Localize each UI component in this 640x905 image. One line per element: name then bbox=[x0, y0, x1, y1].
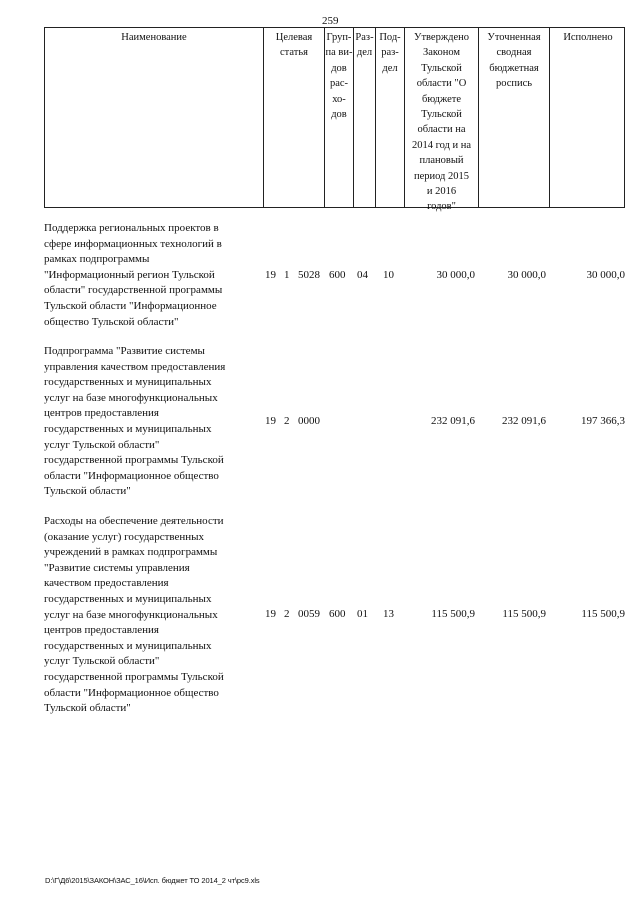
row-executed: 115 500,9 bbox=[581, 608, 625, 620]
row-section: 01 bbox=[357, 608, 368, 620]
row-code1: 19 bbox=[265, 608, 276, 620]
row-name: Расходы на обеспечение деятельности (оказание услуг) государственных учреждений в рамках подпрограммы "Развитие системы управления качеством предоставления государственных и муниципальных услуг на базе многофункциональных центров предоставления государственных и муниципальных услуг Тульской области" государственной программы Тульской области "Информационное общество Тульской области" bbox=[44, 515, 224, 715]
row-code2: 2 bbox=[284, 608, 290, 620]
row-executed: 197 366,3 bbox=[581, 415, 625, 427]
row-code2: 1 bbox=[284, 269, 290, 281]
header-subsection: Под- раз- дел bbox=[379, 32, 401, 74]
header-subsection-col bbox=[375, 28, 404, 207]
row-code2: 2 bbox=[284, 415, 290, 427]
header-approved: Утверждено Законом Тульской области "О бюджете Тульской области на 2014 год и на плановый период 2015 и 2016 годов" bbox=[411, 32, 472, 213]
header-section-col bbox=[353, 28, 375, 207]
row-code1: 19 bbox=[265, 415, 276, 427]
header-name-col bbox=[45, 28, 263, 207]
table-header bbox=[44, 27, 625, 213]
header-expense-group-col bbox=[324, 28, 353, 207]
row-subsection: 10 bbox=[383, 269, 394, 281]
header-expense-group: Груп- па ви- дов рас- хо- дов bbox=[325, 32, 353, 121]
header-target-article: Целевая статья bbox=[275, 32, 313, 59]
header-target-article-col bbox=[263, 28, 324, 207]
row-expense-group: 600 bbox=[329, 608, 346, 620]
row-section: 04 bbox=[357, 269, 368, 281]
row-expense-group: 600 bbox=[329, 269, 346, 281]
row-subsection: 13 bbox=[383, 608, 394, 620]
row-code3: 0059 bbox=[298, 608, 320, 620]
row-approved: 30 000,0 bbox=[436, 269, 475, 281]
row-code1: 19 bbox=[265, 269, 276, 281]
row-executed: 30 000,0 bbox=[586, 269, 625, 281]
header-executed: Исполнено bbox=[563, 32, 613, 43]
header-section: Раз- дел bbox=[355, 32, 374, 59]
row-approved: 115 500,9 bbox=[431, 608, 475, 620]
header-executed-col bbox=[549, 28, 626, 207]
row-name: Подпрограмма "Развитие системы управления качеством предоставления государственных и муниципальных услуг на базе многофункциональных центров предоставления государственных и муниципальных услуг Тульской области" государственной программы Тульской области "Информационное общество Тульской области" bbox=[44, 345, 226, 498]
row-refined: 115 500,9 bbox=[502, 608, 546, 620]
row-code3: 5028 bbox=[298, 269, 320, 281]
row-approved: 232 091,6 bbox=[431, 415, 475, 427]
row-name: Поддержка региональных проектов в сфере информационных технологий в рамках подпрограммы "Информационный регион Тульской области" государственной программы Тульской области "Информационное общество Тульской области" bbox=[44, 222, 223, 328]
header-name: Наименование bbox=[121, 32, 187, 43]
page-number: 259 bbox=[322, 15, 339, 27]
header-refined: Уточненная сводная бюджетная роспись bbox=[487, 32, 541, 90]
file-path-footer: D:\Г\Д6\2015\ЗАКОН\ЗАС_16\Исп. бюджет ТО 2014_2 чт\рс9.xls bbox=[45, 876, 260, 885]
row-code3: 0000 bbox=[298, 415, 320, 427]
row-refined: 232 091,6 bbox=[502, 415, 546, 427]
header-refined-col bbox=[478, 28, 549, 207]
row-refined: 30 000,0 bbox=[507, 269, 546, 281]
header-approved-col bbox=[404, 28, 478, 213]
